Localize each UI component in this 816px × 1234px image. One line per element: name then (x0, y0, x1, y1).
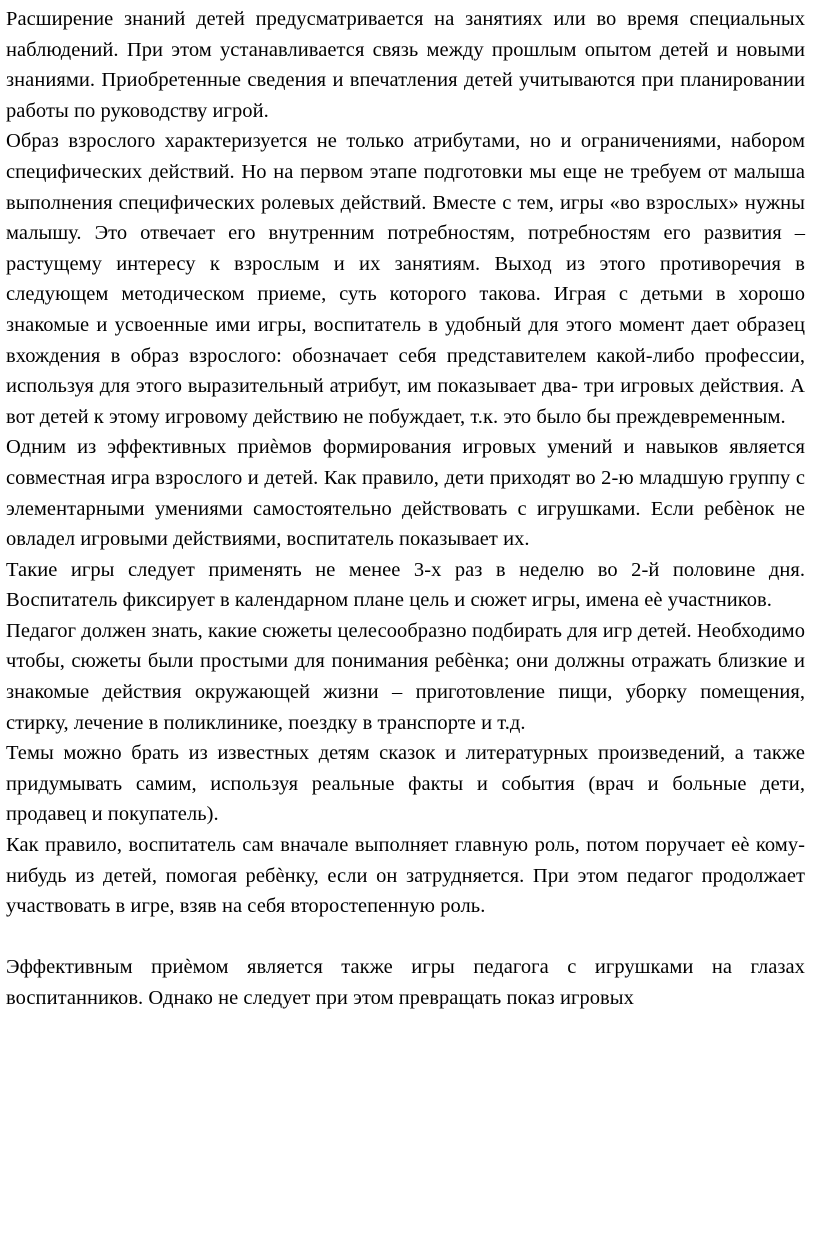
paragraph-3: Одним из эффективных приѐмов формирования игровых умений и навыков является совместная игра взрослого и детей. Как правило, дети приходят во 2-ю младшую группу с элементарными умениями самостоятельно действовать с игрушками. Если ребѐнок не овладел игровыми действиями, воспитатель показывает их. (6, 436, 805, 551)
document-body (6, 4, 805, 1014)
paragraph-7: Как правило, воспитатель сам вначале выполняет главную роль, потом поручает еѐ кому-нибудь из детей, помогая ребѐнку, если он затрудняется. При этом педагог продолжает участвовать в игре, взяв на себя второстепенную роль. (6, 834, 805, 918)
paragraph-1: Расширение знаний детей предусматривается на занятиях или во время специальных наблюдений. При этом устанавливается связь между прошлым опытом детей и новыми знаниями. Приобретенные сведения и впечатления детей учитываются при планировании работы по руководству игрой. (6, 8, 805, 122)
paragraph-4: Такие игры следует применять не менее 3-х раз в неделю во 2-й половине дня. Воспитатель фиксирует в календарном плане цель и сюжет игры, имена еѐ участников. (6, 558, 805, 612)
paragraph-8: Эффективным приѐмом является также игры педагога с игрушками на глазах воспитанников. Однако не следует при этом превращать показ игровых (6, 956, 805, 1009)
paragraph-5: Педагог должен знать, какие сюжеты целесообразно подбирать для игр детей. Необходимо чтобы, сюжеты были простыми для понимания ребѐнка; они должны отражать близкие и знакомые действия окружающей жизни – приготовление пищи, уборку помещения, стирку, лечение в поликлинике, поездку в транспорте и т.д. (6, 619, 805, 734)
paragraph-2: Образ взрослого характеризуется не только атрибутами, но и ограничениями, набором специфических действий. Но на первом этапе подготовки мы еще не требуем от малыша выполнения специфических ролевых действий. Вместе с тем, игры «во взрослых» нужны малышу. Это отвечает его внутренним потребностям, потребностям его развития – растущему интересу к взрослым и их занятиям. Выход из этого противоречия в следующем методическом приеме, суть которого такова. Играя с детьми в хорошо знакомые и усвоенные ими игры, воспитатель в удобный для этого момент дает образец вхождения в образ взрослого: обозначает себя представителем какой-либо профессии, используя для этого выразительный атрибут, им показывает два- три игровых действия. А вот детей к этому игровому действию не побуждает, т.к. это было бы преждевременным. (6, 130, 805, 428)
paragraph-6: Темы можно брать из известных детям сказок и литературных произведений, а также придумывать самим, используя реальные факты и события (врач и больные дети, продавец и покупатель). (6, 742, 805, 826)
